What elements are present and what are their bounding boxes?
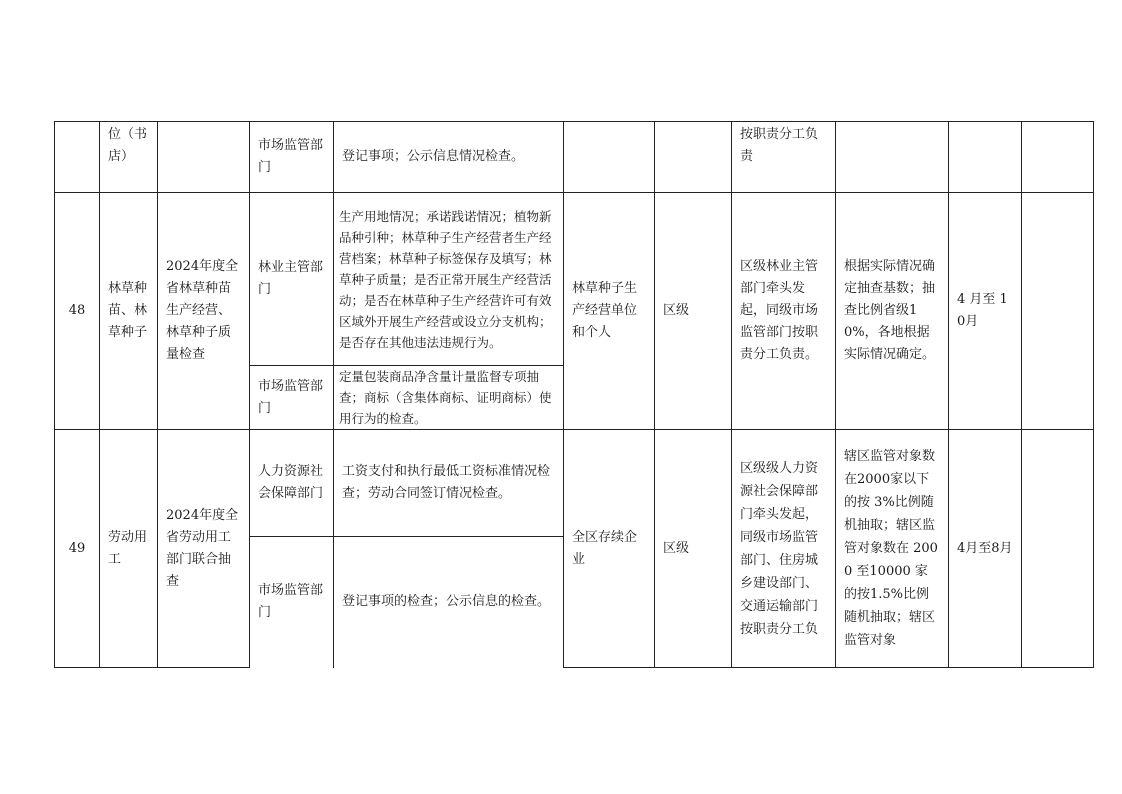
cell-content: 工资支付和执行最低工资标准情况检查；劳动合同签订情况检查。 xyxy=(334,430,564,537)
cell-dept: 人力资源社会保障部门 xyxy=(250,430,334,537)
cell-dept: 林业主管部门 xyxy=(250,193,334,366)
cell-dept: 市场监管部门 xyxy=(250,366,334,430)
cell-object: 位（书店） xyxy=(100,122,158,193)
table-row-49 xyxy=(55,430,1094,537)
cell-ratio: 根据实际情况确定抽查基数；抽查比例省级10%，各地根据实际情况确定。 xyxy=(836,193,949,430)
cell-time xyxy=(949,122,1022,193)
cell-category: 林草种苗、林草种子 xyxy=(100,193,158,430)
cell-content: 生产用地情况；承诺践诺情况；植物新品种引种；林草种子生产经营者生产经营档案；林草种子标签保存及填写；林草种子质量；是否正常开展生产经营活动；是否在林草种子生产经营许可有效区域外开展生产经营或设立分支机构；是否存在其他违法违规行为。 xyxy=(334,193,564,366)
cell-task: 2024年度全省林草种苗生产经营、林草种子质量检查 xyxy=(158,193,250,430)
cell-dept: 市场监管部门 xyxy=(250,122,334,193)
cell-method: 区级级人力资源社会保障部门牵头发起，同级市场监管部门、住房城乡建设部门、交通运输部门按职责分工负 xyxy=(732,430,836,668)
cell-level: 区级 xyxy=(655,193,732,430)
cell-time: 4月至8月 xyxy=(949,430,1022,668)
cell-ratio: 辖区监管对象数在2000家以下的按 3%比例随机抽取；辖区监管对象数在 2000 至10000 家的按1.5%比例随机抽取；辖区监管对象 xyxy=(836,430,949,668)
cell-ratio xyxy=(836,122,949,193)
cell-content: 定量包装商品净含量计量监督专项抽查；商标（含集体商标、证明商标）使用行为的检查。 xyxy=(334,366,564,430)
cell-note xyxy=(1022,122,1094,193)
cell-target: 林草种子生产经营单位和个人 xyxy=(564,193,655,430)
cell-content: 登记事项的检查；公示信息的检查。 xyxy=(334,537,564,668)
cell-time: 4 月至 10月 xyxy=(949,193,1022,430)
cell-level: 区级 xyxy=(655,430,732,668)
cell-note xyxy=(1022,193,1094,430)
cell-task: 2024年度全省劳动用工部门联合抽查 xyxy=(158,430,250,668)
cell-method: 区级林业主管部门牵头发起，同级市场监管部门按职责分工负责。 xyxy=(732,193,836,430)
cell-target: 全区存续企业 xyxy=(564,430,655,668)
cell-dept: 市场监管部门 xyxy=(250,537,334,668)
cell-target xyxy=(564,122,655,193)
cell-no: 49 xyxy=(55,430,100,668)
cell-no xyxy=(55,122,100,193)
cell-note xyxy=(1022,430,1094,668)
cell-content: 登记事项；公示信息情况检查。 xyxy=(334,122,564,193)
cell-task xyxy=(158,122,250,193)
cell-no: 48 xyxy=(55,193,100,430)
cell-category: 劳动用工 xyxy=(100,430,158,668)
inspection-table xyxy=(54,121,1094,668)
table-row-48 xyxy=(55,193,1094,366)
cell-level xyxy=(655,122,732,193)
table-row-continued xyxy=(55,122,1094,193)
cell-method: 按职责分工负责 xyxy=(732,122,836,193)
